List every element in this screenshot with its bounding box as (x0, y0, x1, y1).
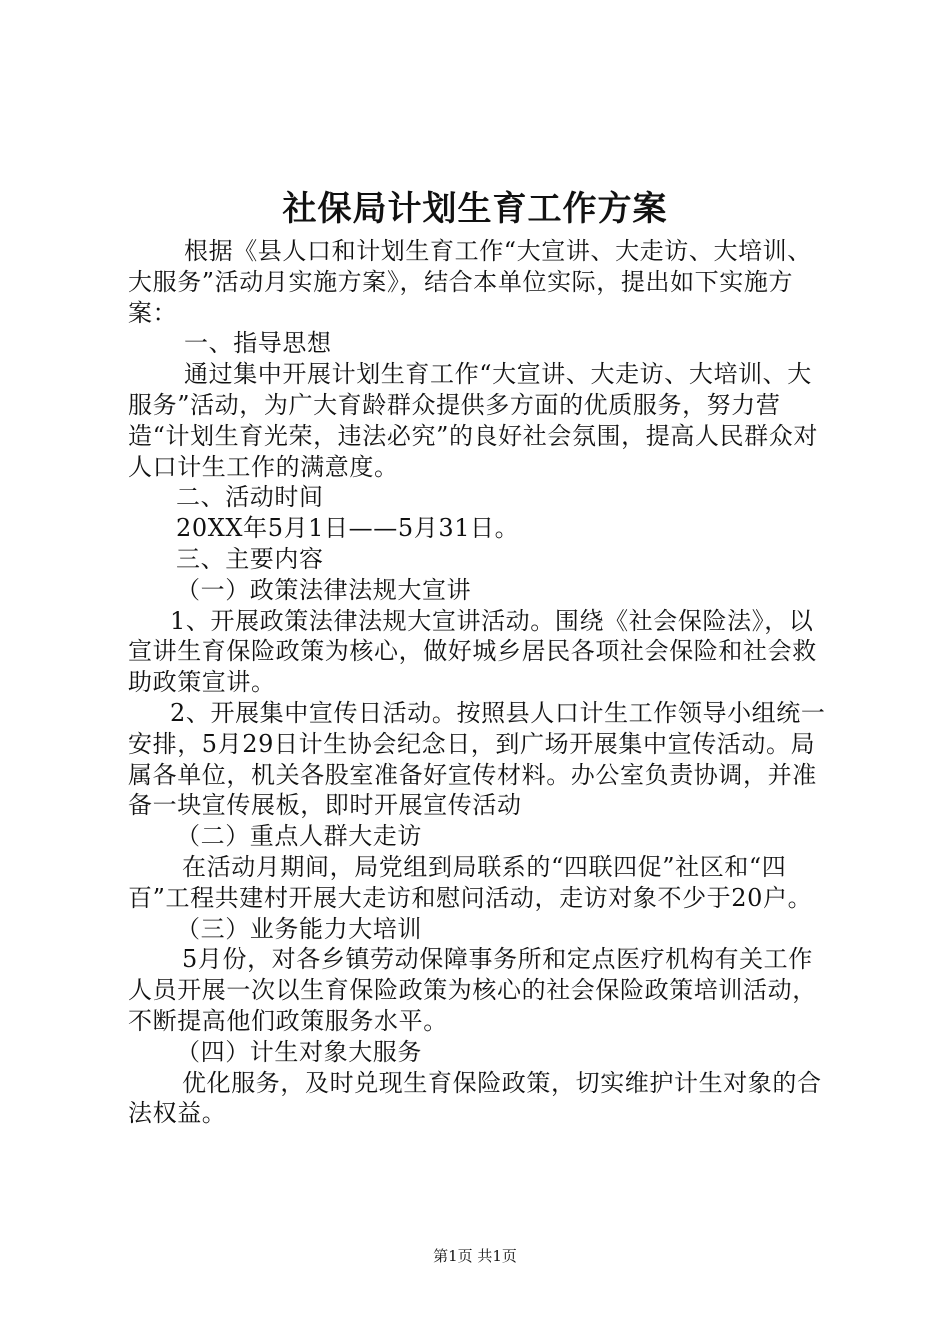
body-paragraph: 优化服务，及时兑现生育保险政策，切实维护计生对象的合法权益。 (128, 1068, 822, 1128)
section-heading: 一、指导思想 (184, 329, 332, 358)
subsection-heading: （三）业务能力大培训 (176, 914, 422, 943)
body-paragraph: 1、开展政策法律法规大宣讲活动。围绕《社会保险法》，以宣讲生育保险政策为核心，做好城乡居民各项社会保险和社会救助政策宣讲。 (128, 606, 817, 697)
body-paragraph: 在活动月期间，局党组到局联系的“四联四促”社区和“四百”工程共建村开展大走访和慰问活动，走访对象不少于20户。 (128, 852, 813, 912)
document-title: 社保局计划生育工作方案 (282, 189, 668, 229)
body-paragraph: 5月份，对各乡镇劳动保障事务所和定点医疗机构有关工作人员开展一次以生育保险政策为核心的社会保险政策培训活动，不断提高他们政策服务水平。 (128, 945, 817, 1035)
section-heading: 三、主要内容 (176, 544, 324, 573)
intro-paragraph: 根据《县人口和计划生育工作“大宣讲、大走访、大培训、大服务”活动月实施方案》，结合本单位实际，提出如下实施方案： (128, 237, 812, 327)
page-footer: 第1页 共1页 (433, 1247, 517, 1265)
subsection-heading: （二）重点人群大走访 (176, 822, 422, 851)
subsection-heading: （一）政策法律法规大宣讲 (176, 575, 472, 604)
subsection-heading: （四）计生对象大服务 (176, 1037, 422, 1066)
section-heading: 二、活动时间 (176, 483, 324, 512)
body-paragraph: 2、开展集中宣传日活动。按照县人口计生工作领导小组统一安排，5月29日计生协会纪念日，到广场开展集中宣传活动。局属各单位，机关各股室准备好宣传材料。办公室负责协调，并准备一块宣传展板，即时开展宣传活动 (128, 698, 826, 820)
document-body (128, 236, 834, 1129)
body-paragraph: 通过集中开展计划生育工作“大宣讲、大走访、大培训、大服务”活动，为广大育龄群众提供多方面的优质服务，努力营造“计划生育光荣，违法必究”的良好社会氛围，提高人民群众对人口计生工作的满意度。 (128, 360, 818, 481)
body-paragraph: 20XX年5月1日——5月31日。 (176, 514, 520, 543)
